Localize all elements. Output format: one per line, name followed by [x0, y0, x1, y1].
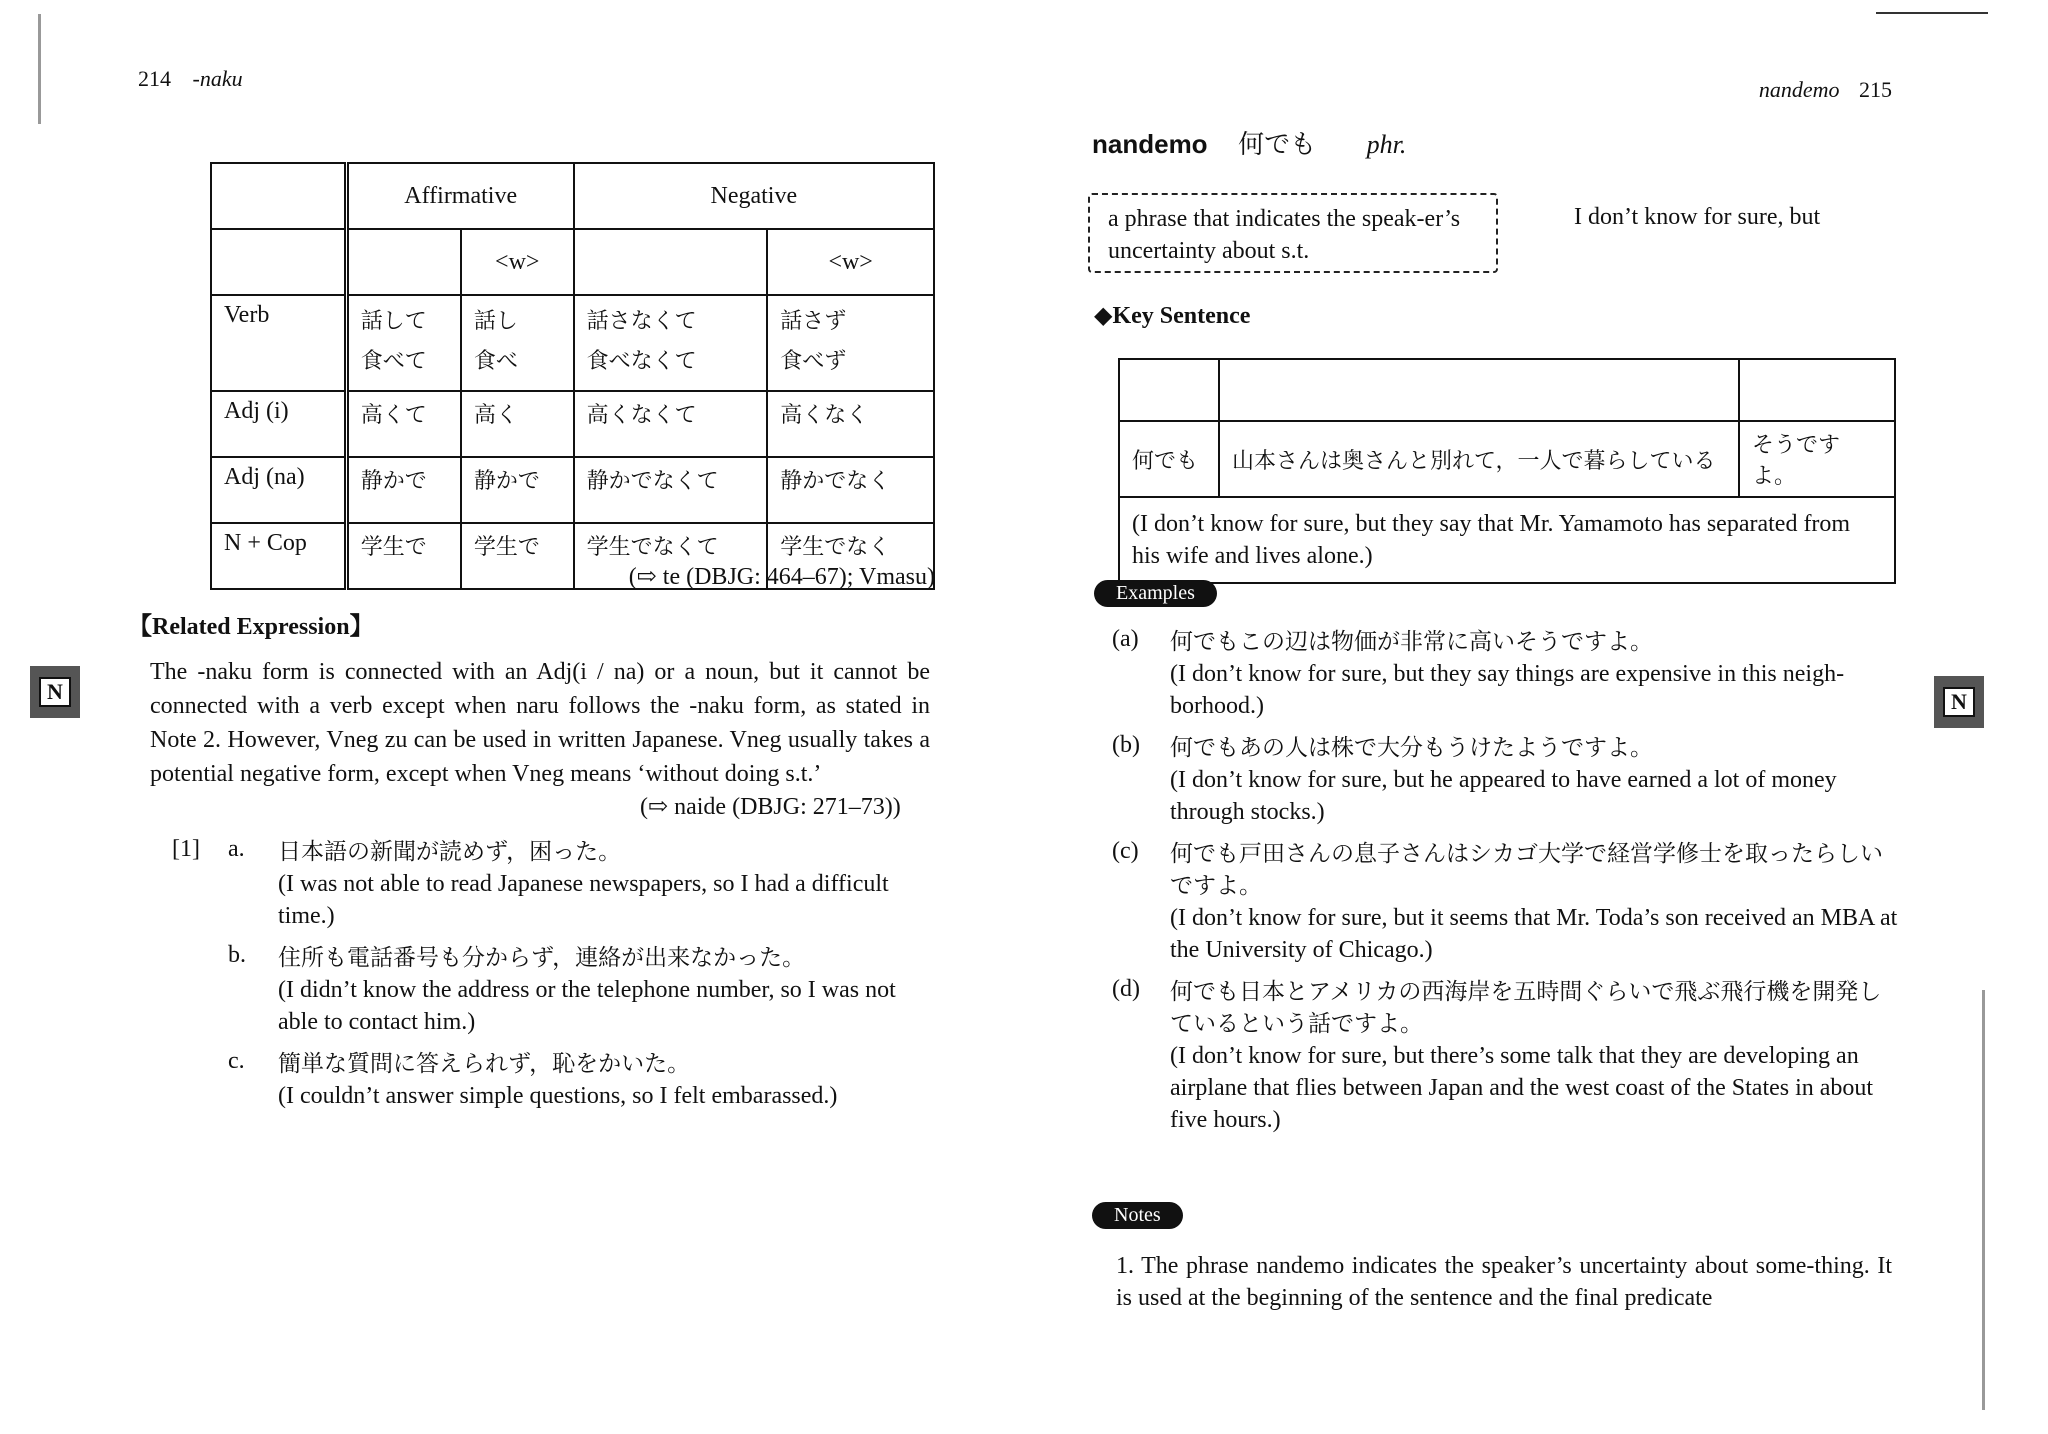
definition-box: a phrase that indicates the speak-er’s uncertainty about s.t. — [1088, 193, 1498, 273]
example-japanese: 住所も電話番号も分からず，連絡が出来なかった。 — [278, 945, 806, 971]
list-item — [172, 1048, 932, 1112]
right-running-head — [1759, 77, 1892, 103]
related-expression-heading: 【Related Expression】 — [128, 614, 374, 640]
table-cell: 学生でなくて — [574, 523, 768, 589]
subheader-w-2: <w> — [767, 229, 934, 295]
example-english: (I don’t know for sure, but he appeared to have earned a lot of money through stocks.) — [1170, 767, 1837, 825]
row-label: Adj (i) — [211, 391, 346, 457]
note-1: 1. The phrase nandemo indicates the speaker’s uncertainty about some-thing. It is used at the beginning of the sentence and the final predicate — [1116, 1253, 1892, 1311]
col-negative: Negative — [574, 163, 934, 229]
english-gloss: I don’t know for sure, but — [1574, 204, 1821, 230]
entry-word: nandemo — [1092, 129, 1208, 159]
example-letter: (c) — [1112, 838, 1139, 864]
left-head-title: -naku — [192, 66, 243, 91]
key-sentence-body: 山本さんは奥さんと別れて，一人で暮らしている — [1219, 421, 1739, 497]
example-english: (I don’t know for sure, but they say things are expensive in this neigh-borhood.) — [1170, 661, 1845, 719]
table-cell: 高くなくて — [574, 391, 768, 457]
table-cell: 話し 食べ — [461, 295, 574, 391]
table-cell: 学生で — [461, 523, 574, 589]
subheader-w-1: <w> — [461, 229, 574, 295]
table-cell: 話さず 食べず — [767, 295, 934, 391]
example-number — [172, 942, 228, 1038]
key-sentence-translation: (I don’t know for sure, but they say that Mr. Yamamoto has separated from his wife and lives alone.) — [1119, 497, 1895, 583]
side-tab-letter: N — [39, 677, 71, 707]
example-japanese: 簡単な質問に答えられず，恥をかいた。 — [278, 1051, 691, 1077]
example-english: (I didn’t know the address or the telephone number, so I was not able to contact him.) — [278, 977, 896, 1035]
list-item — [1112, 732, 1898, 828]
example-english: (I couldn’t answer simple questions, so I felt embarassed.) — [278, 1083, 838, 1109]
table-row — [211, 391, 934, 457]
notes-label: Notes — [1092, 1202, 1183, 1229]
list-item — [1112, 976, 1898, 1136]
example-number — [172, 1048, 228, 1112]
table-subheader-row — [211, 229, 934, 295]
list-item — [1112, 838, 1898, 966]
conjugation-table — [210, 162, 935, 590]
left-running-head — [138, 66, 243, 92]
related-expression-ref: (⇨ naide (DBJG: 271–73)) — [640, 794, 901, 820]
example-number: [1] — [172, 836, 200, 862]
list-item — [172, 836, 932, 932]
entry-kanji: 何でも — [1238, 130, 1317, 160]
side-tab-right — [1934, 676, 1984, 728]
key-sentence-heading: ◆Key Sentence — [1094, 303, 1251, 329]
table-cell: 静かで — [346, 457, 461, 523]
example-english: (I don’t know for sure, but there’s some talk that they are developing an airplane that flies between Japan and the west coast of the States in about five hours.) — [1170, 1043, 1874, 1133]
row-label: Adj (na) — [211, 457, 346, 523]
example-letter: a. — [228, 836, 245, 862]
table-cell: 高くなく — [767, 391, 934, 457]
right-example-list — [1112, 626, 1898, 1136]
list-item — [172, 942, 932, 1038]
table-header-row — [211, 163, 934, 229]
example-japanese: 日本語の新聞が読めず，困った。 — [278, 839, 622, 865]
examples-label: Examples — [1094, 580, 1217, 607]
table-cell: 高く — [461, 391, 574, 457]
related-expression-text: The -naku form is connected with an Adj(i / na) or a noun, but it cannot be connected with a verb except when naru follows the -naku form, as stated in Note 2. However, Vneg zu can be used in written Japanese. Vneg usually takes a potential negative form, except when Vneg means ‘without doing s.t.’ — [150, 659, 930, 787]
left-example-list — [172, 836, 932, 1112]
crossref-te: (⇨ te (DBJG: 464–67); Vmasu) — [628, 564, 935, 590]
right-page-number: 215 — [1859, 77, 1892, 102]
example-japanese: 何でもこの辺は物価が非常に高いそうですよ。 — [1170, 629, 1653, 655]
key-sentence-table — [1118, 358, 1896, 584]
entry-pos: phr. — [1366, 130, 1407, 159]
side-tab-left — [30, 666, 80, 718]
example-letter: c. — [228, 1048, 245, 1074]
table-cell: 静かで — [461, 457, 574, 523]
row-label: Verb — [211, 295, 346, 391]
list-item — [1112, 626, 1898, 722]
key-sentence-topic: 何でも — [1119, 421, 1219, 497]
entry-headword — [1092, 124, 1406, 161]
example-letter: (a) — [1112, 626, 1139, 652]
row-label: N + Cop — [211, 523, 346, 589]
example-letter: (b) — [1112, 732, 1140, 758]
key-sentence-ending: そうですよ。 — [1739, 421, 1895, 497]
example-english: (I don’t know for sure, but it seems that Mr. Toda’s son received an MBA at the University of Chicago.) — [1170, 905, 1898, 963]
table-cell: 話さなくて 食べなくて — [574, 295, 768, 391]
scan-edge-mark — [38, 14, 41, 124]
table-cell: 静かでなくて — [574, 457, 768, 523]
table-row — [211, 295, 934, 391]
col-affirmative: Affirmative — [346, 163, 573, 229]
example-english: (I was not able to read Japanese newspapers, so I had a difficult time.) — [278, 871, 889, 929]
right-head-title: nandemo — [1758, 77, 1840, 102]
top-rule — [1876, 12, 1988, 14]
table-cell: 静かでなく — [767, 457, 934, 523]
example-japanese: 何でもあの人は株で大分もうけたようですよ。 — [1170, 735, 1653, 761]
table-cell: 高くて — [346, 391, 461, 457]
left-page-number: 214 — [138, 66, 171, 91]
table-cell: 学生でなく — [767, 523, 934, 589]
example-japanese: 何でも戸田さんの息子さんはシカゴ大学で経営学修士を取ったらしいですよ。 — [1170, 841, 1883, 899]
example-letter: b. — [228, 942, 246, 968]
side-tab-letter: N — [1943, 687, 1975, 717]
right-edge-mark — [1982, 990, 1985, 1410]
table-cell: 話して 食べて — [346, 295, 461, 391]
example-letter: (d) — [1112, 976, 1140, 1002]
table-cell: 学生で — [346, 523, 461, 589]
example-japanese: 何でも日本とアメリカの西海岸を五時間ぐらいで飛ぶ飛行機を開発しているという話ですよ。 — [1170, 979, 1882, 1037]
table-row — [211, 457, 934, 523]
